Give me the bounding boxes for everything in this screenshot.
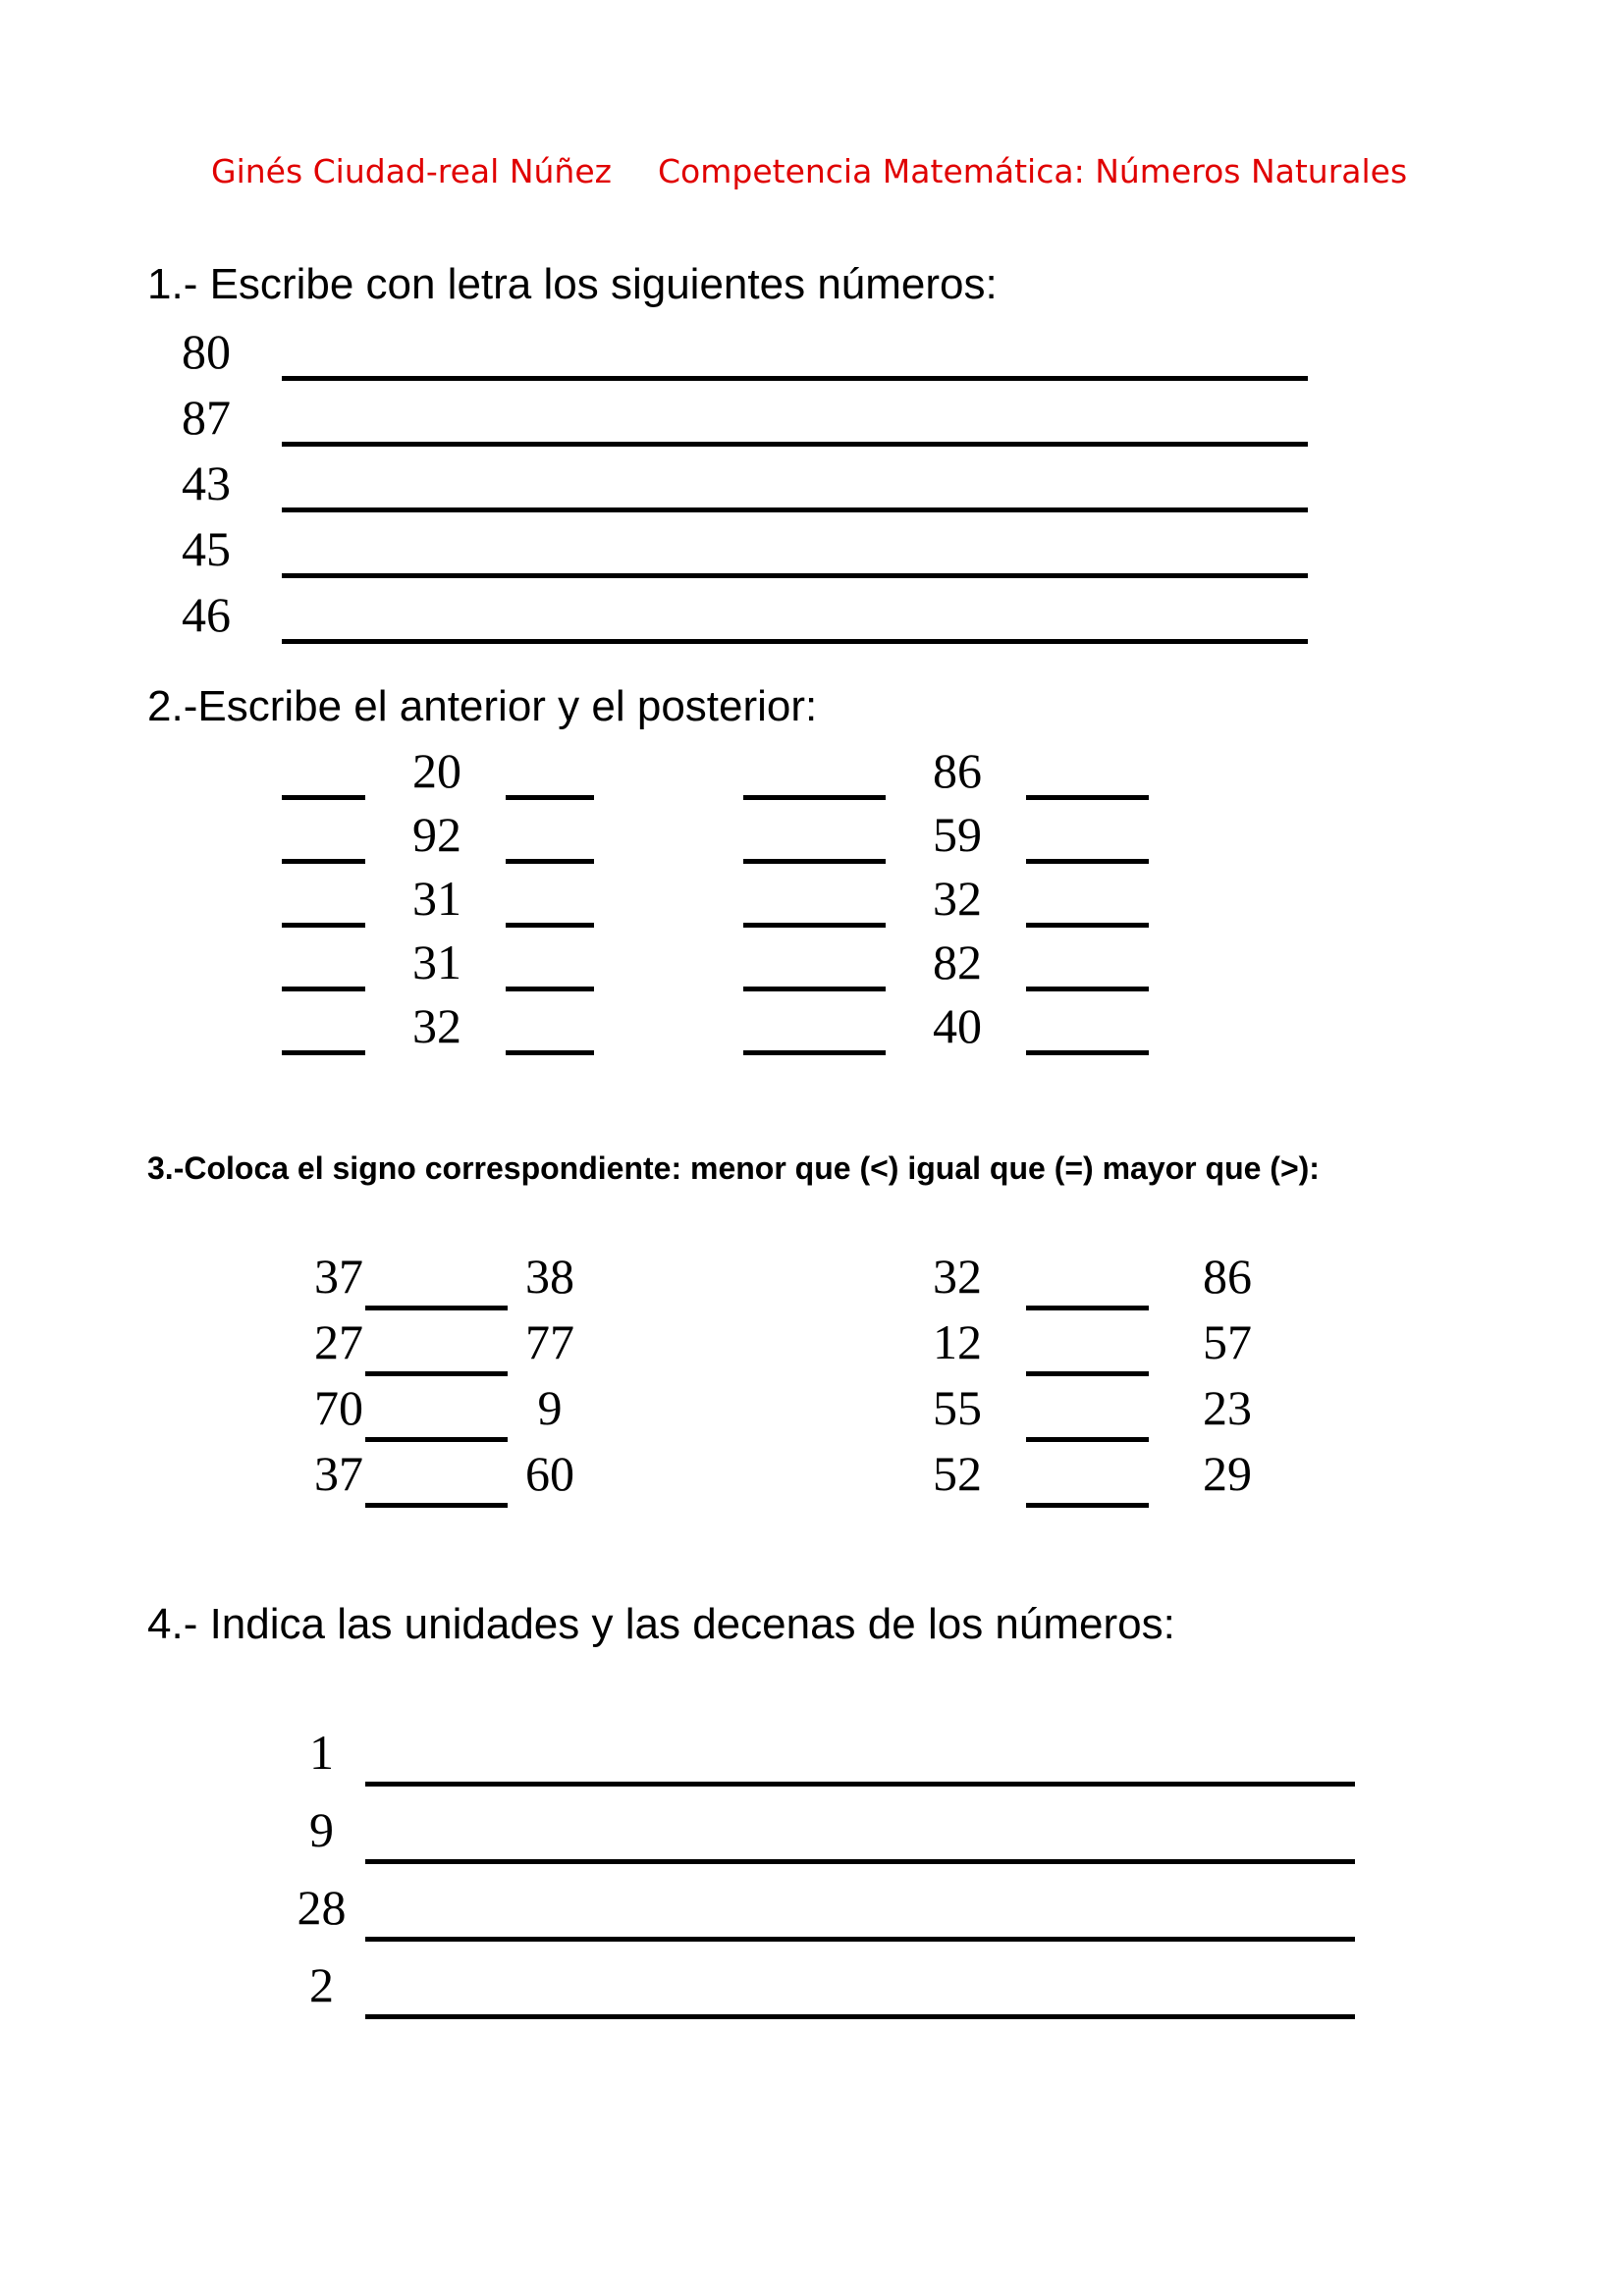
posterior-line[interactable] <box>506 859 594 864</box>
anterior-line[interactable] <box>282 987 365 991</box>
number-label: 40 <box>933 998 982 1053</box>
compare-number-left: 70 <box>314 1380 363 1435</box>
anterior-line[interactable] <box>282 1050 365 1055</box>
anterior-line[interactable] <box>743 1050 886 1055</box>
worksheet-subject: Competencia Matemática: Números Naturales <box>658 152 1408 190</box>
number-label: 59 <box>933 807 982 862</box>
number-label: 46 <box>182 587 231 642</box>
compare-number-left: 12 <box>933 1314 982 1369</box>
number-label: 43 <box>182 455 231 510</box>
exercise-3-title: 3.-Coloca el signo correspondiente: menor que (<) igual que (=) mayor que (>): <box>147 1150 1320 1186</box>
sign-answer-line[interactable] <box>365 1371 508 1376</box>
anterior-line[interactable] <box>743 923 886 928</box>
sign-answer-line[interactable] <box>365 1503 508 1508</box>
number-label: 9 <box>309 1802 334 1857</box>
compare-number-right: 38 <box>525 1249 574 1304</box>
sign-answer-line[interactable] <box>1026 1371 1149 1376</box>
posterior-line[interactable] <box>506 795 594 800</box>
answer-line[interactable] <box>365 1782 1355 1787</box>
posterior-line[interactable] <box>506 987 594 991</box>
posterior-line[interactable] <box>506 923 594 928</box>
compare-number-left: 55 <box>933 1380 982 1435</box>
posterior-line[interactable] <box>1026 795 1149 800</box>
compare-number-left: 27 <box>314 1314 363 1369</box>
compare-number-right: 86 <box>1203 1249 1252 1304</box>
posterior-line[interactable] <box>1026 1050 1149 1055</box>
sign-answer-line[interactable] <box>1026 1437 1149 1442</box>
sign-answer-line[interactable] <box>365 1437 508 1442</box>
number-label: 82 <box>933 934 982 989</box>
exercise-2-title: 2.-Escribe el anterior y el posterior: <box>147 682 818 730</box>
number-label: 20 <box>412 743 461 798</box>
sign-answer-line[interactable] <box>1026 1306 1149 1310</box>
exercise-1-title: 1.- Escribe con letra los siguientes números: <box>147 260 998 308</box>
number-label: 31 <box>412 934 461 989</box>
posterior-line[interactable] <box>1026 859 1149 864</box>
author-name: Ginés Ciudad-real Núñez <box>211 152 612 190</box>
exercise-4-title: 4.- Indica las unidades y las decenas de los números: <box>147 1600 1175 1648</box>
sign-answer-line[interactable] <box>1026 1503 1149 1508</box>
number-label: 32 <box>412 998 461 1053</box>
compare-number-right: 77 <box>525 1314 574 1369</box>
compare-number-right: 23 <box>1203 1380 1252 1435</box>
answer-line[interactable] <box>365 1859 1355 1864</box>
answer-line[interactable] <box>282 639 1308 644</box>
number-label: 92 <box>412 807 461 862</box>
compare-number-right: 57 <box>1203 1314 1252 1369</box>
compare-number-left: 52 <box>933 1446 982 1501</box>
compare-number-right: 60 <box>525 1446 574 1501</box>
number-label: 2 <box>309 1957 334 2012</box>
number-label: 32 <box>933 871 982 926</box>
number-label: 31 <box>412 871 461 926</box>
answer-line[interactable] <box>282 573 1308 578</box>
anterior-line[interactable] <box>282 923 365 928</box>
posterior-line[interactable] <box>1026 923 1149 928</box>
anterior-line[interactable] <box>282 859 365 864</box>
anterior-line[interactable] <box>743 987 886 991</box>
number-label: 1 <box>309 1725 334 1780</box>
compare-number-left: 32 <box>933 1249 982 1304</box>
number-label: 45 <box>182 521 231 576</box>
answer-line[interactable] <box>282 376 1308 381</box>
answer-line[interactable] <box>365 2014 1355 2019</box>
anterior-line[interactable] <box>282 795 365 800</box>
compare-number-right: 9 <box>537 1380 563 1435</box>
compare-number-left: 37 <box>314 1249 363 1304</box>
number-label: 80 <box>182 324 231 379</box>
posterior-line[interactable] <box>506 1050 594 1055</box>
answer-line[interactable] <box>282 442 1308 447</box>
posterior-line[interactable] <box>1026 987 1149 991</box>
number-label: 28 <box>297 1880 347 1935</box>
number-label: 87 <box>182 390 231 445</box>
compare-number-right: 29 <box>1203 1446 1252 1501</box>
anterior-line[interactable] <box>743 795 886 800</box>
anterior-line[interactable] <box>743 859 886 864</box>
answer-line[interactable] <box>282 507 1308 512</box>
compare-number-left: 37 <box>314 1446 363 1501</box>
sign-answer-line[interactable] <box>365 1306 508 1310</box>
answer-line[interactable] <box>365 1937 1355 1942</box>
number-label: 86 <box>933 743 982 798</box>
